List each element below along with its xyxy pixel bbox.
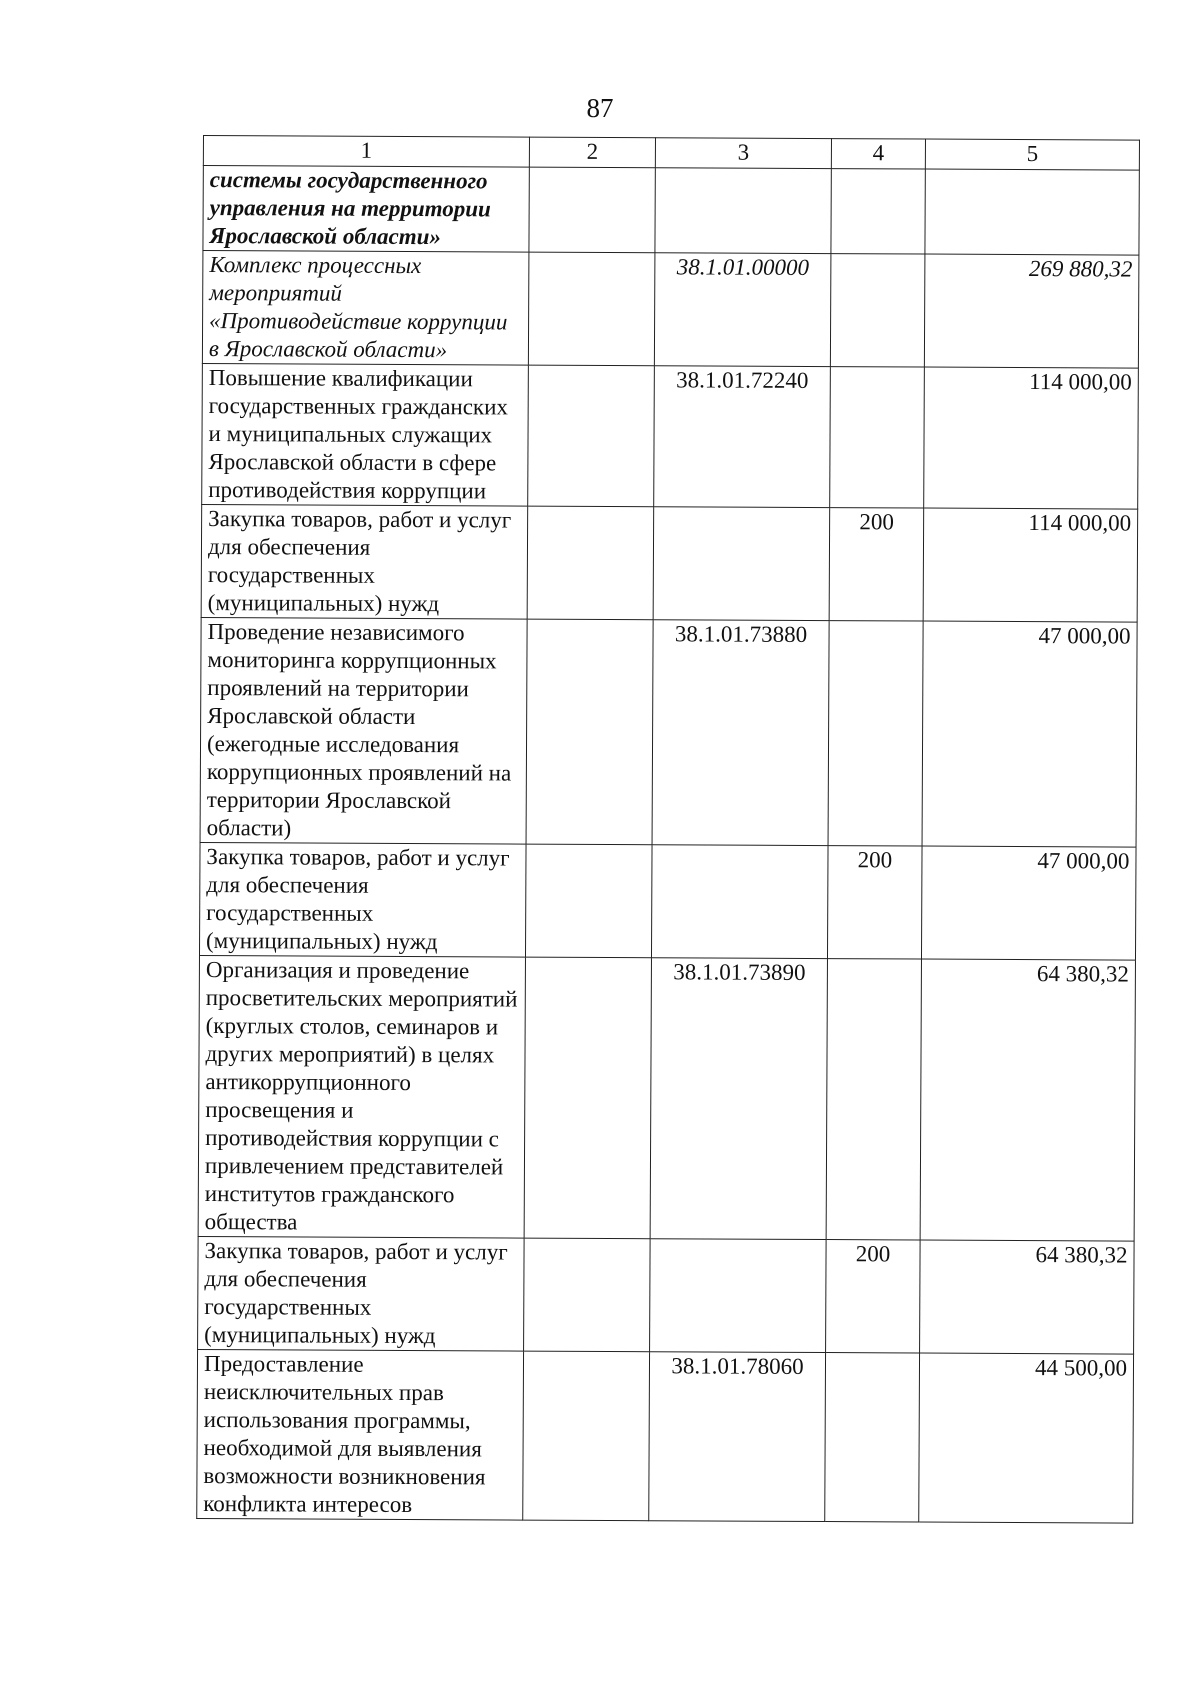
row-col2 [526, 619, 653, 845]
table-row [199, 842, 1136, 960]
row-code [651, 845, 828, 959]
header-row [203, 136, 1139, 171]
row-expense-type [830, 367, 925, 508]
row-amount: 44 500,00 [919, 1353, 1134, 1523]
row-expense-type [825, 1353, 920, 1522]
row-col2 [523, 1351, 650, 1521]
row-expense-type [828, 621, 923, 846]
row-col2 [527, 506, 654, 620]
column-header-3: 3 [655, 138, 831, 169]
row-amount: 269 880,32 [924, 254, 1139, 368]
row-code [653, 507, 830, 621]
page-number: 87 [586, 93, 614, 123]
row-expense-type [826, 959, 921, 1240]
column-header-1: 1 [203, 136, 529, 168]
table-row [201, 504, 1138, 622]
column-header-2: 2 [529, 137, 655, 168]
budget-table [196, 135, 1140, 1524]
table-body [197, 166, 1140, 1524]
row-col2 [528, 365, 655, 507]
row-name: Проведение независимого мониторинга коррупционных проявлений на территории Ярославской области (ежегодные исследования коррупционных проявлений на территории Ярославской области) [200, 617, 527, 844]
column-header-4: 4 [831, 139, 925, 169]
row-expense-type [830, 254, 925, 367]
row-name: Повышение квалификации государственных гражданских и муниципальных служащих Ярославской области в сфере противодействия коррупции [202, 363, 529, 506]
row-code: 38.1.01.72240 [654, 366, 831, 508]
row-amount: 47 000,00 [921, 846, 1136, 960]
table-row [198, 955, 1135, 1241]
row-name: Закупка товаров, работ и услуг для обеспечения государственных (муниципальных) нужд [198, 1236, 525, 1351]
row-col2 [529, 167, 655, 253]
table-row [202, 251, 1139, 369]
row-name: системы государственного управления на территории Ярославской области» [203, 166, 529, 253]
row-amount: 47 000,00 [922, 621, 1137, 847]
row-code: 38.1.01.73890 [650, 958, 827, 1240]
table-row [197, 1349, 1134, 1523]
row-amount: 64 380,32 [920, 959, 1135, 1241]
row-col2 [528, 252, 655, 366]
row-amount: 114 000,00 [923, 508, 1138, 622]
row-amount [925, 169, 1139, 255]
table-row [200, 617, 1137, 847]
row-expense-type: 200 [829, 508, 924, 621]
row-expense-type: 200 [826, 1240, 921, 1353]
row-col2 [524, 957, 651, 1239]
row-name: Комплекс процессных мероприятий «Противодействие коррупции в Ярославской области» [202, 251, 529, 366]
row-name: Организация и проведение просветительских мероприятий (круглых столов, семинаров и других мероприятий) в целях антикоррупционного просвещения и противодействия коррупции с привлечением представителей институтов гражданского общества [198, 955, 525, 1238]
row-expense-type: 200 [827, 846, 922, 959]
row-code [655, 168, 831, 254]
row-name: Закупка товаров, работ и услуг для обеспечения государственных (муниципальных) нужд [199, 842, 526, 957]
row-name: Предоставление неисключительных прав использования программы, необходимой для выявления возможности возникновения конфликта интересов [197, 1349, 524, 1520]
row-code: 38.1.01.78060 [649, 1352, 826, 1522]
row-name: Закупка товаров, работ и услуг для обеспечения государственных (муниципальных) нужд [201, 504, 528, 619]
row-code: 38.1.01.00000 [654, 253, 831, 367]
table-row [198, 1236, 1135, 1354]
row-expense-type [831, 169, 925, 254]
row-amount: 114 000,00 [924, 367, 1139, 509]
row-col2 [525, 844, 652, 958]
row-amount: 64 380,32 [920, 1240, 1135, 1354]
row-col2 [524, 1238, 651, 1352]
row-code [650, 1239, 827, 1353]
table-row [203, 166, 1139, 256]
column-header-5: 5 [925, 139, 1139, 170]
table-row [202, 363, 1139, 509]
row-code: 38.1.01.73880 [652, 620, 829, 846]
